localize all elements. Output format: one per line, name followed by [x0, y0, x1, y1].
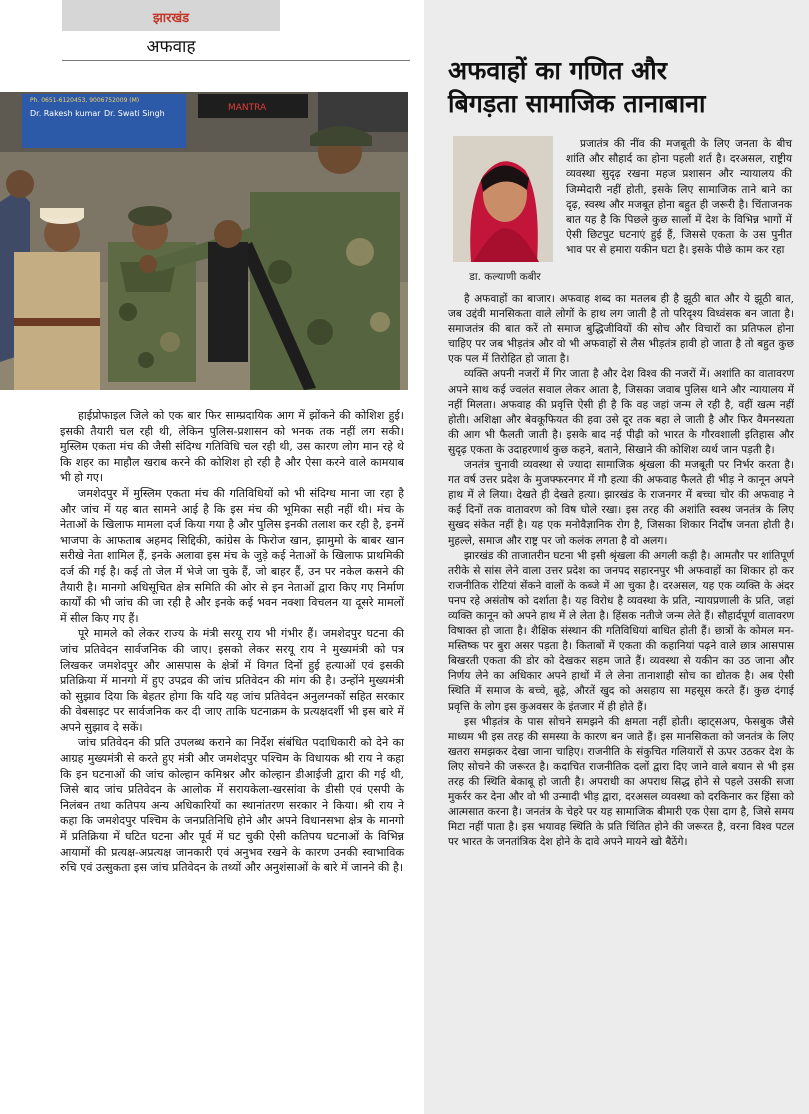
right-paragraph: व्यक्ति अपनी नजरों में गिर जाता है और देश विश्व की नजरों में। अशांति का वातावरण अपने साथ कई ज्वलंत सवाल लेकर आता है, जिसका जवाब पुलिस थाने और न्यायालय में नहीं मिलता। अफवाह की प्रवृत्ति ऐसी ही है कि वह जहां जन्म ले रही है, वहीं खत्म नहीं होती। अशिक्षा और बेवकूफियत की हवा उसे दूर तक बहा ले जाती है और फिर वैमनस्यता की आग भी फैलती जाती है। इसके बाद नई पीढ़ी को भारत के गौरवशाली इतिहास और सुदृढ़ एकता के उदाहरणार्थ कुछ कहने, बताने, सिखाने की कोशिश व्यर्थ जान पड़ती है। — [448, 368, 794, 456]
right-paragraph: झारखंड की ताजातरीन घटना भी इसी श्रृंखला की अगली कड़ी है। आमतौर पर शांतिपूर्ण तरीके से सांस लेने वाला उत्तर प्रदेश का जनपद सहारनपुर भी अफवाहों का शिकार हो कर राजनीतिक रोटियां सेंकने वालों के कब्जे में आ चुका है। दरअसल, यह एक व्यक्ति के अंदर पनप रहे असंतोष को दर्शाता है। यह विरोध है व्यवस्था के प्रति, न्यायप्रणाली के प्रति, जहां व्यक्ति कानून को अपने हाथ में ले लेता है। हिंसक नतीजे जन्म लेते हैं। सौहार्दपूर्ण वातावरण विषाक्त हो जाता है। शैक्षिक संस्थान की गतिविधियां बाधित होती हैं। छात्रों के कोमल मन-मस्तिष्क पर बुरा असर पड़ता है। किताबों में एकता की कहानियां पढ़ने वाले छात्र आसपास बिखरती एकता की डोर को देखकर सहम जाते हैं। व्यवस्था से यकीन का उठ जाना और निर्णय लेने का अधिकार अपने हाथों में ले लेना तानाशाही सोच का द्योतक है। अब ऐसी स्थिति में समाज के बच्चे, बूढ़े, औरतें खुद को असहाय सा महसूस करते हैं। कुछ दंगाई प्रवृत्ति के लोग इस कुअवसर के इंतजार में ही होते हैं। — [448, 549, 794, 713]
sign-shop: MANTRA — [228, 103, 267, 113]
sign-phone: Ph. 0651-6120453, 9006752009 (M) — [30, 97, 140, 104]
right-paragraph: है अफवाहों का बाजार। अफवाह शब्द का मतलब ही है झूठी बात और ये झूठी बात, जब उद्दंवी मानसिकता वाले लोगों के हाथ लग जाती है तो परिदृश्य विध्वंसक बन जाता है। समाजतंत्र की बात करें तो समाज बुद्धिजीवियों की सोच और विचारों का प्रतिफल होना चाहिए पर जब भीड़तंत्र और वो भी अफवाहों से लैस भीड़तंत्र हावी हो जाता है तो बहुत कुछ एक पल में तिरोहित हो जाता है। — [448, 293, 794, 366]
left-article-body — [60, 408, 404, 876]
right-paragraph: इस भीड़तंत्र के पास सोचने समझने की क्षमता नहीं होती। व्हाट्सअप, फेसबुक जैसे माध्यम भी इस तरह की समस्या के कारण बन जाते हैं। इस मानसिकता को जनतंत्र के लिए खतरा समझकर देखा जाना चाहिए। राजनीति के संकुचित गलियारों से ऊपर उठकर देश के लिए सोचने की जरूरत है। कदाचित राजनीतिक दलों द्वारा दिए जाने वाले बयान से भी इस तरह की स्थिति बेकाबू हो जाती है। अपराधी का अपराध सिद्ध होने से पहले उसकी सजा मुकर्रर कर देना और वो भी उन्मादी भीड़ द्वारा, दरअसल व्यवस्था को दरकिनार कर हिंसा को आत्मसात करना है। जनतंत्र के चेहरे पर यह सामाजिक बीमारी एक ऐसा दाग है, जिसे समय मिटा नहीं पाता है। इस भयावह स्थिति के प्रति चिंतित होने की जरूरत है, वरना विश्व पटल पर भारत के जनतांत्रिक देश होने के दावे अपने मायने खो बैठेंगे। — [448, 715, 794, 849]
section-tag-box — [62, 0, 280, 31]
news-photo — [0, 92, 408, 390]
right-article-body — [448, 292, 794, 850]
author-portrait — [453, 136, 553, 262]
author-name: डा. कल्याणी कबीर — [469, 271, 541, 283]
intro-text: प्रजातंत्र की नींव की मजबूती के लिए जनता के बीच शांति और सौहार्द का होना पहली शर्त है। दरअसल, राष्ट्रीय व्यवस्था सुदृढ़ रखना महज प्रशासन और न्यायालय की जिम्मेदारी नहीं होती, इसके लिए सामाजिक ताने बाने का दृढ़, स्वस्थ और मजबूत होना बहुत ही जरूरी है। चिंताजनक बात यह है कि पिछले कुछ सालों में देश के विभिन्न भागों में ऐसी छिटपुट घटनाएं हुई हैं, जिससे एकता के उस पुनीत भाव पर से हमारा यकीन घटा है। इसके पीछे काम कर रहा — [566, 138, 792, 257]
right-paragraph: जनतंत्र चुनावी व्यवस्था से ज्यादा सामाजिक श्रृंखला की मजबूती पर निर्भर करता है। गत वर्ष उत्तर प्रदेश के मुजफ्फरनगर में गौ हत्या की अफवाह फैलते ही भीड़ ने कानून अपने हाथ में ले लिया। देखते ही देखते हत्या। झारखंड के राजनगर में बच्चा चोर की अफवाह ने कई दिनों तक वातावरण को विष घोले रखा। इस तरह की अशांति स्वस्थ जनतंत्र के लिए सुखद संकेत नहीं है। यह एक मनोवैज्ञानिक रोग है, जिसका शिकार निर्दोष जनता होती है। मुहल्ले, समाज और राष्ट्र पर जो कलंक लगता है वो अलग। — [448, 459, 794, 547]
left-paragraph: जांच प्रतिवेदन की प्रति उपलब्ध कराने का निर्देश संबंधित पदाधिकारी को देने का आग्रह मुख्यमंत्री से करते हुए मंत्री और जमशेदपुर पश्चिम के विधायक श्री राय ने कहा कि इन घटनाओं की जांच कोल्हान कमिश्नर और कोल्हान डीआईजी द्वारा की गई थी, जिसे बाद जांच प्रतिवेदन के आलोक में सरायकेला-खरसांवा के डीसी एवं एसपी के निलंबन तथा कतिपय अन्य अधिकारियों का स्थानांतरण सरकार ने किया। श्री राय ने कहा कि जमशेदपुर पश्चिम के जनप्रतिनिधि होने और अपने विधानसभा क्षेत्र के मानगो में प्रतिक्रिया में घटित घटना और पूर्व में घट चुकी ऐसी कतिपय घटनाओं के विभिन्न आयामों की प्रत्यक्ष-अप्रत्यक्ष जानकारी एवं अनुभव रखने के कारण उनकी स्वाभाविक रुचि एवं उत्सुकता इस जांच प्रतिवेदन के तथ्यों और अनुशंसाओं के बारे में जानने की है। — [60, 736, 404, 875]
header-rule — [62, 60, 410, 61]
section-title: अफवाह — [146, 37, 196, 57]
left-paragraph: हाईप्रोफाइल जिले को एक बार फिर साम्प्रदायिक आग में झोंकने की कोशिश हुई। इसकी तैयारी चल रही थी, लेकिन पुलिस-प्रशासन को भनक तक नहीं लग सकी। मुस्लिम एकता मंच की जैसी संदिग्ध गतिविधि चल रही थी, उस कारण लोग मान रहे थे कि शहर का माहौल खराब करने की कोशिश हो रही है और ऐसा करने वाले कामयाब भी हो गए। — [60, 409, 404, 485]
sign-name-2: Dr. Swati Singh — [104, 109, 165, 118]
headline — [448, 54, 798, 120]
section-tag: झारखंड — [152, 11, 190, 26]
left-paragraph: जमशेदपुर में मुस्लिम एकता मंच की गतिविधियों को भी संदिग्ध माना जा रहा है और जांच में यह बात सामने आई है कि इस मंच की भूमिका सही नहीं थी। मंच के नेताओं के खिलाफ मामला दर्ज किया गया है और पुलिस इनकी तलाश कर रही है, इनमें भाजपा के आफताब अहमद सिद्दिकी, कांग्रेस के फिरोज खान, झामुमो के बाबर खान सरीखे नेता शामिल हैं, इनके अलावा इस मंच के जुड़े कई नेताओं के खिलाफ प्राथमिकी दर्ज की गई है। कई तो जेल में भेजे जा चुके हैं, जो बाहर हैं, उन पर नकेल कसने की तैयारी है। मानगो अधिसूचित क्षेत्र समिति की ओर से इन नेताओं द्वारा किए गए निर्माण कार्यों की भी जांच की जा रही है और इनके कई भवन नक्शा विचलन या दूसरे मामलों में सील किए गए हैं। — [60, 486, 404, 625]
headline-line-1: अफवाहों का गणित और — [448, 56, 667, 85]
left-paragraph: पूरे मामले को लेकर राज्य के मंत्री सरयू राय भी गंभीर हैं। जमशेदपुर घटना की जांच प्रतिवेदन सार्वजनिक की जाए। इसको लेकर सरयू राय ने मुख्यमंत्री को पत्र लिखकर जमशेदपुर और आसपास के क्षेत्रों में विगत दिनों हुई हत्याओं एवं इसकी प्रतिक्रिया में मानगो में हुए उपद्रव की जांच प्रतिवेदन की मांग की है। उन्होंने मुख्यमंत्री को सुझाव दिया कि बेहतर होगा कि यदि यह जांच प्रतिवेदन अनुलग्नकों सहित सरकार की वेबसाइट पर सार्वजनिक कर दी जाए ताकि घटनाक्रम के प्रत्यक्षदर्शी भी इस बारे में अपने सुझाव दे सकें। — [60, 627, 404, 734]
headline-line-2: बिगड़ता सामाजिक तानाबाना — [448, 89, 706, 118]
sign-name-1: Dr. Rakesh kumar — [30, 109, 101, 118]
intro-paragraph — [566, 137, 792, 259]
